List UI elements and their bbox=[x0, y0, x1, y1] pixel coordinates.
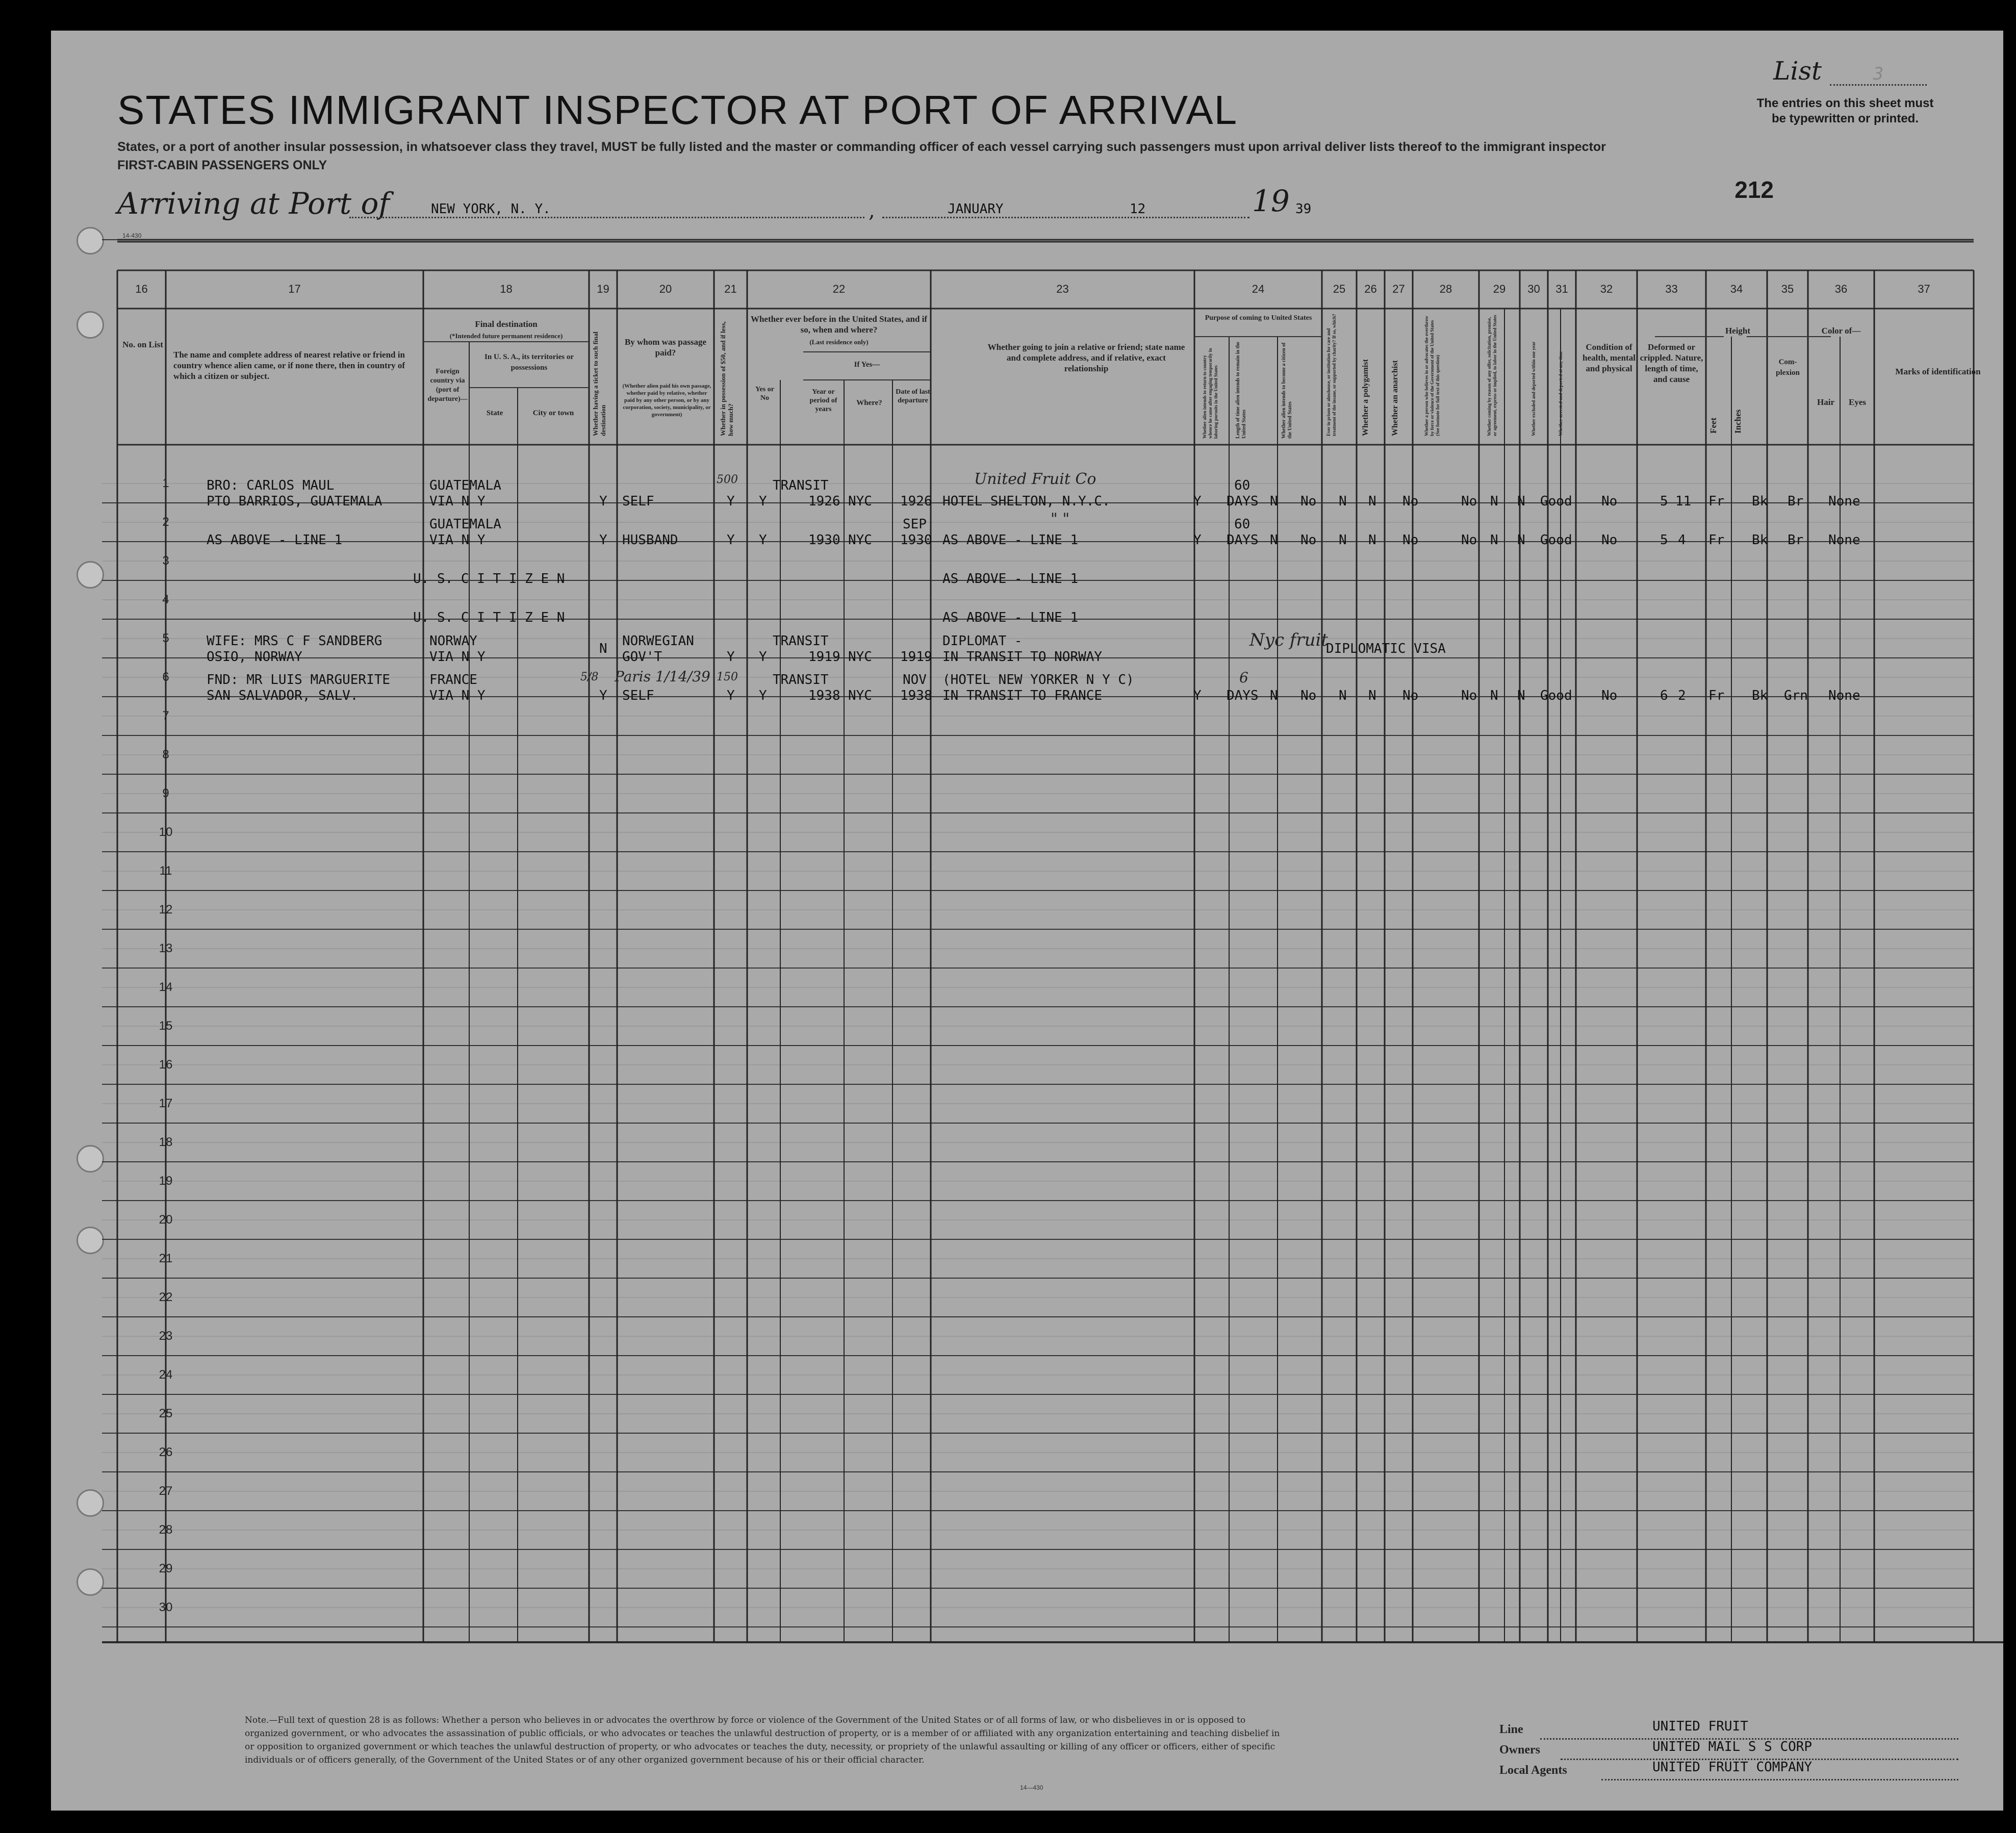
column-number: 24 bbox=[1252, 283, 1265, 295]
r2-money: Y bbox=[727, 532, 735, 548]
row-number: 30 bbox=[159, 1600, 173, 1614]
r4-status: U. S. C I T I Z E N bbox=[413, 610, 565, 625]
header-col24-title: Purpose of coming to United States bbox=[1205, 314, 1312, 322]
r5-departure: 1919 bbox=[900, 649, 932, 665]
column-number: 25 bbox=[1333, 283, 1346, 295]
r6-join-1: (HOTEL NEW YORKER N Y C) bbox=[942, 672, 1134, 688]
list-number: 3 bbox=[1830, 64, 1927, 86]
r1-ticket: Y bbox=[599, 494, 607, 509]
r6-departure-year: 1938 bbox=[900, 688, 932, 703]
instructions-line-2: FIRST-CABIN PASSENGERS ONLY bbox=[117, 158, 327, 172]
r1-eyes: Br bbox=[1788, 494, 1804, 509]
r1-money: Y bbox=[727, 494, 735, 509]
r5-relative-address: OSIO, NORWAY bbox=[207, 649, 302, 665]
line-label: Line bbox=[1499, 1723, 1523, 1736]
column-number: 33 bbox=[1665, 283, 1678, 295]
header-col34-inches: Inches bbox=[1733, 409, 1743, 434]
r1-relative-name: BRO: CARLOS MAUL bbox=[207, 478, 335, 493]
r6-q28: No bbox=[1402, 688, 1419, 703]
year-suffix: 39 bbox=[1295, 201, 1312, 217]
header-col18-state: State bbox=[486, 409, 503, 417]
r5-relative-name: WIFE: MRS C F SANDBERG bbox=[207, 633, 382, 649]
r6-anarchist: N bbox=[1368, 688, 1376, 703]
r2-citizen: N bbox=[1270, 532, 1278, 548]
r1-departure: 1926 bbox=[900, 494, 932, 509]
agents-value: UNITED FRUIT COMPANY bbox=[1652, 1760, 1813, 1775]
r6-transit: TRANSIT bbox=[773, 672, 829, 688]
r5-foreign-country: NORWAY bbox=[429, 633, 477, 649]
date-month: JANUARY bbox=[948, 201, 1004, 217]
r6-ticket-handwritten: 5/8 bbox=[580, 671, 599, 683]
r6-year: 1938 bbox=[808, 688, 840, 703]
comma-mark: , bbox=[869, 199, 875, 222]
r6-inches: 2 bbox=[1678, 688, 1686, 703]
row-number: 2 bbox=[162, 515, 169, 529]
column-number: 37 bbox=[1918, 283, 1930, 295]
form-code: 14-430 bbox=[122, 232, 142, 239]
row-number: 1 bbox=[162, 476, 169, 490]
row-number: 16 bbox=[159, 1058, 173, 1072]
column-number: 27 bbox=[1392, 283, 1405, 295]
r2-q30: N bbox=[1490, 532, 1498, 548]
r2-q31: N bbox=[1517, 532, 1525, 548]
column-number: 23 bbox=[1056, 283, 1069, 295]
r6-complexion: Fr bbox=[1708, 688, 1725, 703]
r6-join-2: IN TRANSIT TO FRANCE bbox=[942, 688, 1103, 703]
r2-feet: 5 bbox=[1660, 532, 1668, 548]
header-col31: Whether arrested and deported at any time bbox=[1558, 351, 1563, 436]
header-col34-title: Height bbox=[1725, 326, 1751, 336]
sheet-number: 212 bbox=[1734, 176, 1774, 203]
arriving-label: Arriving at Port of bbox=[117, 186, 390, 221]
header-col16: No. on List bbox=[122, 340, 163, 349]
r1-relative-address: PTO BARRIOS, GUATEMALA bbox=[207, 494, 382, 509]
r2-departure-year: 1930 bbox=[900, 532, 932, 548]
r2-q28: No bbox=[1402, 532, 1419, 548]
r5-paid-by-1: NORWEGIAN bbox=[622, 633, 694, 649]
r1-inches: 11 bbox=[1675, 494, 1692, 509]
r6-health: Good bbox=[1540, 688, 1572, 703]
r6-polygamist: N bbox=[1339, 688, 1347, 703]
r6-marks: None bbox=[1828, 688, 1860, 703]
r6-where: NYC bbox=[848, 688, 872, 703]
r5-join-1: DIPLOMAT - bbox=[942, 633, 1023, 649]
r6-citizen: N bbox=[1270, 688, 1278, 703]
page-title: STATES IMMIGRANT INSPECTOR AT PORT OF ARRIVAL bbox=[117, 87, 1238, 133]
row-number: 14 bbox=[159, 980, 173, 994]
r5-before: Y bbox=[759, 649, 767, 665]
r6-length-unit: DAYS bbox=[1227, 688, 1259, 703]
r2-length-unit: DAYS bbox=[1227, 532, 1259, 548]
r2-year: 1930 bbox=[808, 532, 840, 548]
header-col28: Whether a person who believes in or advocates the overthrow by force or violence of the Government of the United States (See footnote for full text of this question) bbox=[1424, 316, 1440, 436]
r6-q30: N bbox=[1490, 688, 1498, 703]
ruled-grid bbox=[51, 31, 2003, 1811]
r2-return: Y bbox=[1193, 532, 1202, 548]
row-number: 24 bbox=[159, 1368, 173, 1382]
r2-anarchist: N bbox=[1368, 532, 1376, 548]
r6-prison: No bbox=[1300, 688, 1317, 703]
column-number: 20 bbox=[659, 283, 672, 295]
column-number: 16 bbox=[135, 283, 148, 295]
r1-length-unit: DAYS bbox=[1227, 494, 1259, 509]
header-col25: Ever in prison or almshouse, or institution for care and treatment of the insane, or supported by charity? If so, which? bbox=[1326, 314, 1337, 436]
column-number: 32 bbox=[1600, 283, 1613, 295]
r6-money: Y bbox=[727, 688, 735, 703]
header-col21: Whether in possession of $50, and if less, how much? bbox=[719, 321, 734, 436]
r4-join: AS ABOVE - LINE 1 bbox=[942, 610, 1079, 625]
r2-marks: None bbox=[1828, 532, 1860, 548]
header-col18-sub: (*Intended future permanent residence) bbox=[449, 332, 563, 340]
row-number: 7 bbox=[162, 709, 169, 723]
column-number: 31 bbox=[1555, 283, 1568, 295]
header-col33: Deformed or crippled. Nature, length of time, and cause bbox=[1640, 342, 1703, 384]
owners-value: UNITED MAIL S S CORP bbox=[1652, 1739, 1813, 1754]
row-number: 17 bbox=[159, 1097, 173, 1110]
r5-visa: DIPLOMATIC VISA bbox=[1326, 641, 1446, 656]
r5-money: Y bbox=[727, 649, 735, 665]
r6-money-handwritten: 150 bbox=[717, 671, 738, 683]
column-number: 17 bbox=[288, 283, 301, 295]
header-col22-where: Where? bbox=[856, 399, 882, 407]
row-number: 9 bbox=[162, 786, 169, 800]
row-number: 10 bbox=[159, 825, 173, 839]
r1-prison: No bbox=[1300, 494, 1317, 509]
r5-where: NYC bbox=[848, 649, 872, 665]
r2-ticket: Y bbox=[599, 532, 607, 548]
header-col35: Com-plexion bbox=[1776, 358, 1800, 377]
row-number: 12 bbox=[159, 903, 173, 916]
r6-return: Y bbox=[1193, 688, 1202, 703]
r2-where: NYC bbox=[848, 532, 872, 548]
r1-q29: No bbox=[1461, 494, 1477, 509]
r1-return: Y bbox=[1193, 494, 1202, 509]
header-col24-a: Whether alien intends to return to country whence he came after engaging temporarily in laboring pursuits in the United States bbox=[1202, 348, 1218, 439]
r2-q29: No bbox=[1461, 532, 1477, 548]
row-number: 6 bbox=[162, 670, 169, 684]
column-number: 34 bbox=[1730, 283, 1743, 295]
header-col37: Marks of identification bbox=[1895, 367, 1981, 376]
header-col30: Whether excluded and deported within one year bbox=[1531, 341, 1536, 436]
r6-ticket: Y bbox=[599, 688, 607, 703]
header-col36-title: Color of— bbox=[1821, 326, 1861, 336]
row-number: 4 bbox=[162, 593, 169, 606]
r6-length-number: 6 bbox=[1239, 669, 1248, 686]
row-number: 18 bbox=[159, 1135, 173, 1149]
footnote-q28: Note.—Full text of question 28 is as follows: Whether a person who believes in or advocates the overthrow by force or violence of the Government of the United States or of all forms of law, or who disbelieves in or is opposed to organized government, or who advocates the assassination of public officials, or who advocates or teaches the unlawful destruction of property, or is a member of or affiliated with any organization entertaining and teaching disbelief in or opposition to organized government or which teaches the unlawful destruction of property, or who advocates or teaches the duty, necessity, or propriety of the unlawful assaulting or killing of any officer or officers, either of specific individuals or of officers generally, of the Government of the United States or of any other organized government because of his or their official character. bbox=[245, 1715, 1280, 1765]
r6-deformed: No bbox=[1601, 688, 1618, 703]
row-number: 5 bbox=[162, 631, 169, 645]
column-number: 26 bbox=[1364, 283, 1377, 295]
header-col17: The name and complete address of nearest relative or friend in country whence alien came, or if none there, then in country of which a citizen or subject. bbox=[173, 350, 405, 381]
r2-prison: No bbox=[1300, 532, 1317, 548]
header-col18-title: Final destination bbox=[475, 319, 538, 329]
row-number: 3 bbox=[162, 554, 169, 568]
r2-before: Y bbox=[759, 532, 767, 548]
header-col18-usa: In U. S. A., its territories or possessions bbox=[484, 353, 574, 372]
line-value: UNITED FRUIT bbox=[1652, 1719, 1748, 1734]
r1-year: 1926 bbox=[808, 494, 840, 509]
year-prefix: 19 bbox=[1252, 184, 1290, 218]
header-col18-city: City or town bbox=[532, 409, 574, 417]
r1-foreign-via: VIA N Y bbox=[429, 494, 486, 509]
r3-status: U. S. C I T I Z E N bbox=[413, 571, 565, 587]
r6-paid-by: SELF bbox=[622, 688, 654, 703]
row-number: 23 bbox=[159, 1329, 173, 1343]
r2-inches: 4 bbox=[1678, 532, 1686, 548]
r6-feet: 6 bbox=[1660, 688, 1668, 703]
r1-polygamist: N bbox=[1339, 494, 1347, 509]
r1-join-handwritten: United Fruit Co bbox=[974, 470, 1096, 488]
port-value: NEW YORK, N. Y. bbox=[431, 201, 551, 217]
r2-deformed: No bbox=[1601, 532, 1618, 548]
r5-join-2: IN TRANSIT TO NORWAY bbox=[942, 649, 1103, 665]
row-number: 25 bbox=[159, 1407, 173, 1420]
column-number: 21 bbox=[724, 283, 737, 295]
r6-q29: No bbox=[1461, 688, 1477, 703]
r2-length-number: 60 bbox=[1234, 517, 1251, 532]
header-col22-sub: (Last residence only) bbox=[809, 338, 869, 346]
r2-hair: Bk bbox=[1752, 532, 1768, 548]
row-number: 19 bbox=[159, 1174, 173, 1188]
header-col20-title: By whom was passage paid? bbox=[624, 337, 707, 358]
r2-health: Good bbox=[1540, 532, 1572, 548]
header-col29: Whether coming by reason of any offer, solicitation, promise, or agreement, express or implied, to labor in the United States bbox=[1487, 315, 1497, 436]
header-col36-eyes: Eyes bbox=[1849, 397, 1866, 407]
r5-year: 1919 bbox=[808, 649, 840, 665]
r6-relative-address: SAN SALVADOR, SALV. bbox=[207, 688, 359, 703]
header-col24-c: Whether alien intends to become a citizen of the United States bbox=[1281, 342, 1293, 439]
r2-relative: AS ABOVE - LINE 1 bbox=[207, 532, 343, 548]
r2-departure-month: SEP bbox=[903, 517, 927, 532]
r6-foreign-country: FRANCE bbox=[429, 672, 477, 688]
r1-before: Y bbox=[759, 494, 767, 509]
r1-hair: Bk bbox=[1752, 494, 1768, 509]
r1-transit: TRANSIT bbox=[773, 478, 829, 493]
column-number: 18 bbox=[500, 283, 513, 295]
r1-length-number: 60 bbox=[1234, 478, 1251, 493]
r6-before: Y bbox=[759, 688, 767, 703]
row-number: 22 bbox=[159, 1290, 173, 1304]
header-col34-feet: Feet bbox=[1708, 417, 1718, 434]
r5-ticket: N bbox=[599, 641, 607, 656]
r2-join: AS ABOVE - LINE 1 bbox=[942, 532, 1079, 548]
r6-relative-name: FND: MR LUIS MARGUERITE bbox=[207, 672, 391, 688]
header-col18-foreign: Foreign country via (port of departure)— bbox=[427, 368, 468, 403]
header-col19: Whether having a ticket to such final destination bbox=[592, 332, 607, 436]
row-number: 26 bbox=[159, 1445, 173, 1459]
r5-paid-by-2: GOV'T bbox=[622, 649, 662, 665]
r2-join-ditto: " " bbox=[1051, 510, 1070, 528]
r1-feet: 5 bbox=[1660, 494, 1668, 509]
r2-eyes: Br bbox=[1788, 532, 1804, 548]
r1-citizen: N bbox=[1270, 494, 1278, 509]
row-number: 11 bbox=[159, 864, 172, 878]
r1-marks: None bbox=[1828, 494, 1860, 509]
r1-complexion: Fr bbox=[1708, 494, 1725, 509]
r2-foreign-country: GUATEMALA bbox=[429, 517, 501, 532]
column-number: 29 bbox=[1493, 283, 1506, 295]
header-col27: Whether an anarchist bbox=[1391, 360, 1399, 436]
header-rules bbox=[102, 240, 2003, 1642]
r2-polygamist: N bbox=[1339, 532, 1347, 548]
r6-eyes: Grn bbox=[1784, 688, 1808, 703]
r2-complexion: Fr bbox=[1708, 532, 1725, 548]
footer-form-code: 14—430 bbox=[1020, 1784, 1043, 1791]
header-col24-b: Length of time alien intends to remain in the United States bbox=[1235, 342, 1247, 439]
r5-transit: TRANSIT bbox=[773, 633, 829, 649]
row-number: 29 bbox=[159, 1562, 173, 1575]
r3-join: AS ABOVE - LINE 1 bbox=[942, 571, 1079, 587]
row-number: 8 bbox=[162, 748, 169, 761]
r6-foreign-via: VIA N Y bbox=[429, 688, 486, 703]
r1-join: HOTEL SHELTON, N.Y.C. bbox=[942, 494, 1110, 509]
r1-deformed: No bbox=[1601, 494, 1618, 509]
row-number: 28 bbox=[159, 1523, 173, 1537]
header-col20-sub: (Whether alien paid his own passage, whether paid by relative, whether paid by any other person, or by any corporation, society, municipality, or government) bbox=[622, 383, 711, 418]
instructions-line-1: States, or a port of another insular possession, in whatsoever class they travel, MUST be fully listed and the master or commanding officer of each vessel carrying such passengers must upon arrival deliver lists thereof to the immigrant inspector bbox=[117, 140, 1606, 154]
r1-paid-by: SELF bbox=[622, 494, 654, 509]
r1-money-handwritten: 500 bbox=[717, 473, 738, 486]
header-col36-hair: Hair bbox=[1817, 397, 1834, 407]
r5-foreign-via: VIA N Y bbox=[429, 649, 486, 665]
header-col22-title: Whether ever before in the United States, and if so, when and where? bbox=[750, 314, 928, 335]
owners-label: Owners bbox=[1499, 1743, 1540, 1756]
date-day: 12 bbox=[1130, 201, 1146, 217]
r2-paid-by: HUSBAND bbox=[622, 532, 678, 548]
r1-q28: No bbox=[1402, 494, 1419, 509]
header-col22-date: Date of last departure bbox=[896, 388, 930, 404]
r6-hair: Bk bbox=[1752, 688, 1768, 703]
header-col32: Condition of health, mental and physical bbox=[1583, 342, 1636, 373]
r1-anarchist: N bbox=[1368, 494, 1376, 509]
agents-label: Local Agents bbox=[1499, 1764, 1567, 1777]
r1-where: NYC bbox=[848, 494, 872, 509]
r1-q31: N bbox=[1517, 494, 1525, 509]
column-number: 35 bbox=[1781, 283, 1794, 295]
header-col22-yesno: Yes or No bbox=[755, 386, 774, 402]
row-number: 15 bbox=[159, 1019, 173, 1033]
column-number: 22 bbox=[832, 283, 846, 295]
row-number: 13 bbox=[159, 941, 173, 955]
r6-departure-month: NOV bbox=[903, 672, 927, 688]
r1-foreign-country: GUATEMALA bbox=[429, 478, 501, 493]
column-number: 30 bbox=[1527, 283, 1540, 295]
column-number: 36 bbox=[1834, 283, 1848, 295]
column-number: 28 bbox=[1439, 283, 1452, 295]
header-col26: Whether a polygamist bbox=[1361, 359, 1370, 436]
header-col22-ifyes: If Yes— bbox=[854, 361, 880, 369]
row-number: 21 bbox=[159, 1252, 173, 1265]
list-label: List bbox=[1773, 56, 1822, 86]
r2-foreign-via: VIA N Y bbox=[429, 532, 486, 548]
manifest-sheet bbox=[51, 31, 2003, 1811]
row-number: 20 bbox=[159, 1213, 173, 1227]
column-number: 19 bbox=[597, 283, 609, 295]
r1-q30: N bbox=[1490, 494, 1498, 509]
header-col22-year: Year or period of years bbox=[809, 388, 837, 413]
row-number: 27 bbox=[159, 1484, 173, 1498]
r5-purpose-handwritten: Nyc fruit bbox=[1249, 630, 1329, 650]
r6-paid-handwritten: Paris 1/14/39 bbox=[615, 668, 710, 685]
header-col23: Whether going to join a relative or friend; state name and complete address, and if relative, exact relationship bbox=[987, 342, 1185, 373]
typewritten-note: The entries on this sheet must be typewritten or printed. bbox=[1756, 96, 1934, 125]
r1-health: Good bbox=[1540, 494, 1572, 509]
r6-q31: N bbox=[1517, 688, 1525, 703]
